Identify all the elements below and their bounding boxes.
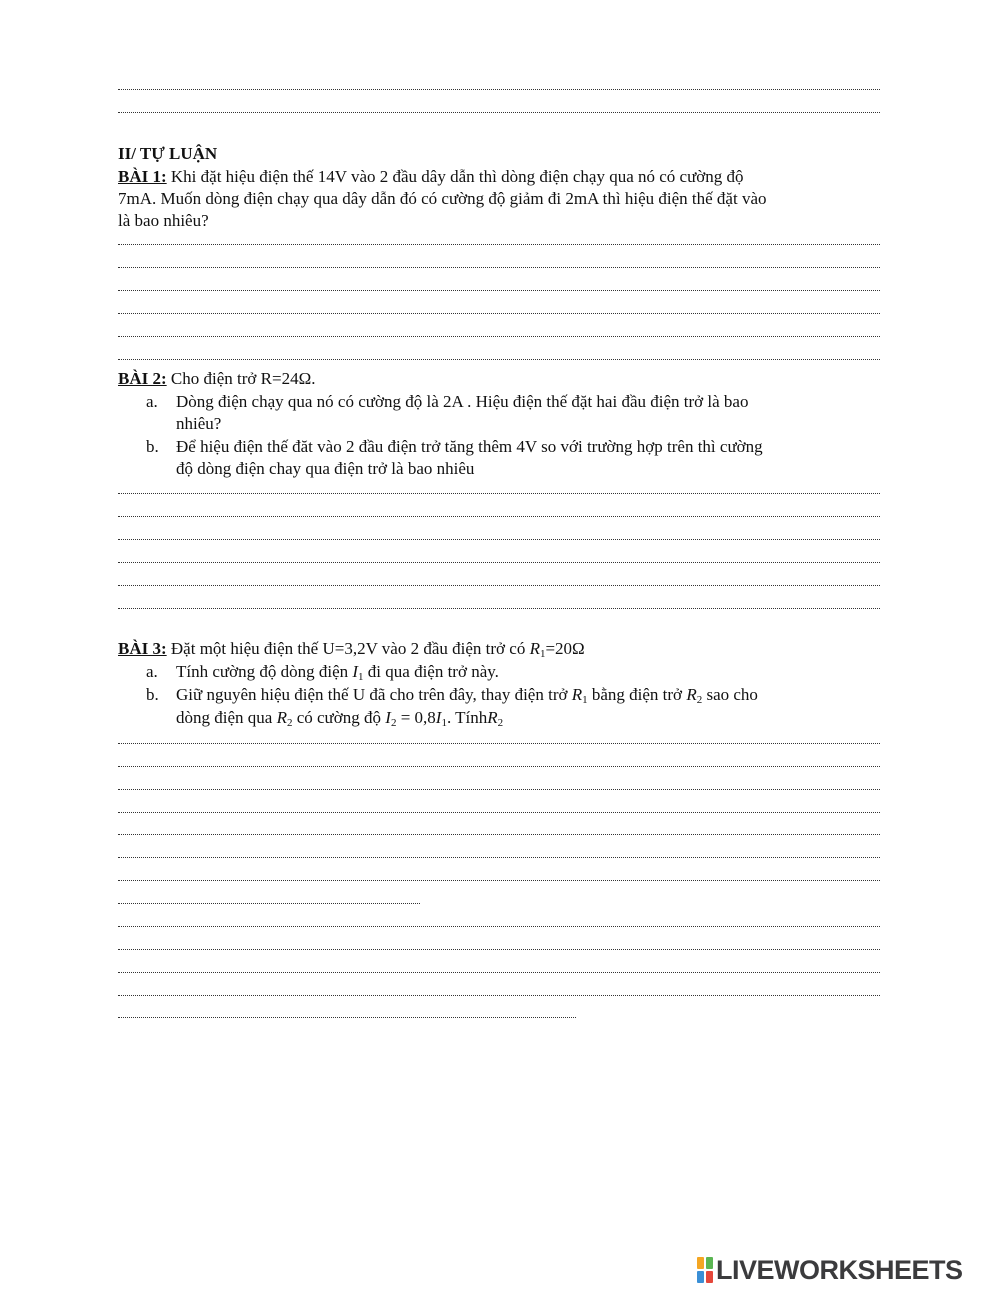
- math-var: I: [435, 708, 442, 727]
- math-sub: 2: [696, 694, 703, 706]
- bai3-item-b-cont: [176, 706, 956, 729]
- item-marker: b.: [146, 437, 159, 456]
- bai3-item-a: [146, 660, 926, 683]
- answer-line[interactable]: [118, 994, 880, 996]
- answer-line[interactable]: [118, 266, 880, 268]
- item-marker: a.: [146, 662, 158, 681]
- bai3-intro: [118, 637, 898, 660]
- math-eq: = 0,8: [396, 708, 436, 727]
- bai1-line-3: là bao nhiêu?: [118, 211, 209, 230]
- bai1-line-2: 7mA. Muốn dòng điện chạy qua dây dẫn đó có cường độ giảm đi 2mA thì hiệu điện thế đặt vào: [118, 189, 767, 208]
- math-sub: 1: [582, 694, 588, 706]
- answer-line[interactable]: [118, 856, 880, 858]
- math-var: R: [276, 708, 287, 727]
- liveworksheets-logo-icon: [697, 1257, 713, 1283]
- answer-line[interactable]: [118, 111, 880, 113]
- item-text: đi qua điện trở này.: [363, 662, 499, 681]
- item-marker: a.: [146, 392, 158, 411]
- item-text: Để hiệu điện thế đăt vào 2 đầu điện trở tăng thêm 4V so với trường hợp trên thì cường: [176, 437, 763, 456]
- bai2-item-a-cont: nhiêu?: [176, 414, 222, 433]
- math-var: I: [352, 662, 359, 681]
- answer-line[interactable]: [118, 492, 880, 494]
- math-var: R: [487, 708, 498, 727]
- answer-line[interactable]: [118, 607, 880, 609]
- math-sub: 2: [497, 717, 504, 729]
- bai2-item-b: [146, 435, 926, 458]
- item-text: Tính cường độ dòng điện: [176, 662, 353, 681]
- answer-line[interactable]: [118, 948, 880, 950]
- item-text: Giữ nguyên hiệu điện thế U đã cho trên đây, thay điện trở: [176, 685, 572, 704]
- answer-line[interactable]: [118, 1016, 576, 1018]
- item-text: bằng điện trở: [587, 685, 687, 704]
- answer-line[interactable]: [118, 289, 880, 291]
- math-sub: 2: [286, 717, 293, 729]
- item-text: . Tính: [446, 708, 488, 727]
- answer-line[interactable]: [118, 358, 880, 360]
- math-sub: 1: [358, 671, 364, 683]
- answer-line[interactable]: [118, 765, 880, 767]
- answer-line[interactable]: [118, 584, 880, 586]
- brand-watermark: [697, 1255, 963, 1285]
- math-sub: 1: [539, 648, 546, 660]
- answer-line[interactable]: [118, 811, 880, 813]
- answer-line[interactable]: [118, 243, 880, 245]
- answer-line[interactable]: [118, 788, 880, 790]
- section-title: II/ TỰ LUẬN: [118, 144, 218, 163]
- answer-line[interactable]: [118, 515, 880, 517]
- answer-line[interactable]: [118, 88, 880, 90]
- bai3-intro-value: =20Ω: [545, 639, 585, 658]
- item-text: Dòng điện chạy qua nó có cường độ là 2A . Hiệu điện thế đặt hai đầu điện trở là bao: [176, 392, 749, 411]
- bai1-line-1: [118, 165, 898, 188]
- bai3-item-b: [146, 683, 926, 706]
- answer-line[interactable]: [118, 902, 420, 904]
- answer-line[interactable]: [118, 538, 880, 540]
- answer-line[interactable]: [118, 925, 880, 927]
- item-text: có cường độ: [292, 708, 386, 727]
- math-var: R: [571, 685, 583, 704]
- answer-line[interactable]: [118, 833, 880, 835]
- bai1-label: BÀI 1:: [118, 167, 167, 186]
- answer-line[interactable]: [118, 879, 880, 881]
- bai2-intro-text: Cho điện trở R=24Ω.: [166, 369, 316, 388]
- bai2-item-b-cont: độ dòng điện chay qua điện trở là bao nhiêu: [176, 459, 475, 478]
- item-text: dòng điện qua: [176, 708, 277, 727]
- answer-line[interactable]: [118, 971, 880, 973]
- math-var: R: [529, 639, 540, 658]
- answer-line[interactable]: [118, 312, 880, 314]
- bai2-intro: [118, 367, 898, 390]
- answer-line[interactable]: [118, 335, 880, 337]
- math-sub: 1: [441, 717, 447, 729]
- bai2-label: BÀI 2:: [118, 369, 167, 388]
- bai3-intro-text: Đặt một hiệu điện thế U=3,2V vào 2 đầu điện trở có: [166, 639, 530, 658]
- item-marker: b.: [146, 685, 159, 704]
- bai3-label: BÀI 3:: [118, 639, 167, 658]
- brand-name: LIVEWORKSHEETS: [716, 1254, 963, 1285]
- item-text: sao cho: [702, 685, 758, 704]
- math-sub: 2: [390, 717, 397, 729]
- bai1-text: Khi đặt hiệu điện thế 14V vào 2 đầu dây dẫn thì dòng điện chạy qua nó có cường độ: [166, 167, 744, 186]
- math-var: R: [686, 685, 697, 704]
- math-var: I: [385, 708, 391, 727]
- answer-line[interactable]: [118, 742, 880, 744]
- answer-line[interactable]: [118, 561, 880, 563]
- bai2-item-a: [146, 390, 926, 413]
